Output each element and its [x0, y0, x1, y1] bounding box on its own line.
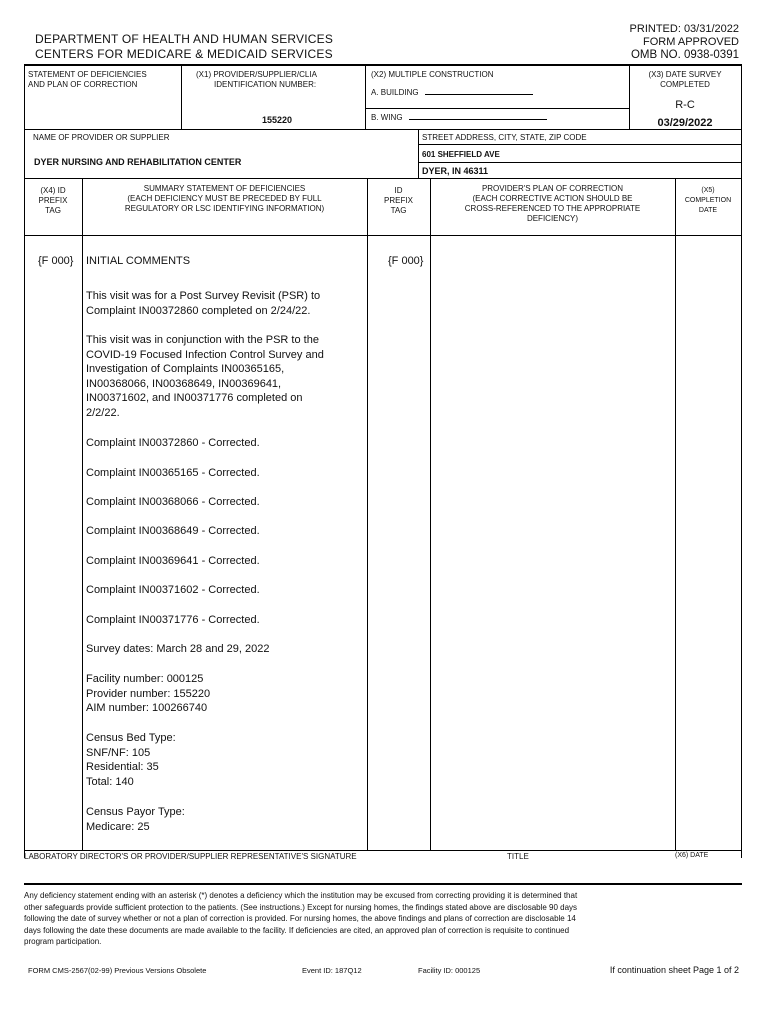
- department-name: DEPARTMENT OF HEALTH AND HUMAN SERVICES: [35, 32, 334, 46]
- page-indicator: If continuation sheet Page 1 of 2: [609, 965, 739, 975]
- building-field: A. BUILDING: [371, 88, 533, 98]
- complaint-line: Complaint IN00365165 - Corrected.: [86, 467, 260, 479]
- form-number: FORM CMS-2567(02-99) Previous Versions Obsolete: [28, 966, 207, 975]
- facility-id: Facility ID: 000125: [418, 966, 481, 975]
- right-tag: {F 000}: [388, 255, 424, 267]
- signature-label: LABORATORY DIRECTOR'S OR PROVIDER/SUPPLIER REPRESENTATIVE'S SIGNATURE: [24, 852, 357, 861]
- left-border: [24, 64, 25, 858]
- disclaimer: Any deficiency statement ending with an asterisk (*) denotes a deficiency which the institution may be excused from correcting providing it is determined that other safeguards provide sufficient protection to the patients. (See instructions.) Except for nursing homes, the findings stated above are disclosable 90 days following the date of survey whether or not a plan of correction is provided. For nursing homes, the above findings and plans of correction are disclosable 14 days following the date these documents are made available to the facility. If deficiencies are cited, an approved plan of correction is requisite to continued program participation.: [24, 891, 578, 946]
- plan-header: PROVIDER'S PLAN OF CORRECTION (EACH CORRECTIVE ACTION SHOULD BE CROSS-REFERENCED TO THE APPROPRIATE DEFICIENCY): [464, 184, 641, 223]
- address-street: 601 SHEFFIELD AVE: [422, 150, 500, 159]
- agency-name: CENTERS FOR MEDICARE & MEDICAID SERVICES: [35, 47, 333, 61]
- top-border: [24, 64, 742, 66]
- entry-title: INITIAL COMMENTS: [86, 255, 191, 267]
- left-tag: {F 000}: [38, 255, 74, 267]
- survey-dates: Survey dates: March 28 and 29, 2022: [86, 643, 270, 655]
- census-bed-type: Census Bed Type: SNF/NF: 105 Residential: 35 Total: 140: [86, 732, 176, 788]
- complaint-line: Complaint IN00371776 - Corrected.: [86, 614, 260, 626]
- paragraph-psr: This visit was for a Post Survey Revisit (PSR) to Complaint IN00372860 completed on 2/24/22.: [86, 290, 321, 317]
- provider-name: DYER NURSING AND REHABILITATION CENTER: [34, 157, 242, 167]
- facility-numbers: Facility number: 000125 Provider number: 155220 AIM number: 100266740: [86, 673, 211, 715]
- complaint-line: Complaint IN00371602 - Corrected.: [86, 584, 260, 596]
- address-city: DYER, IN 46311: [422, 166, 489, 176]
- omb-number: OMB NO. 0938-0391: [630, 49, 739, 61]
- survey-completed-date: 03/29/2022: [657, 117, 713, 129]
- x1-label: (X1) PROVIDER/SUPPLIER/CLIA IDENTIFICATION NUMBER:: [196, 70, 317, 89]
- wing-field: B. WING: [371, 113, 547, 123]
- form-status-header: [630, 23, 739, 62]
- title-label: TITLE: [507, 852, 529, 861]
- complaint-line: Complaint IN00372860 - Corrected.: [86, 437, 260, 449]
- x4-header: (X4) ID PREFIX TAG: [38, 186, 68, 215]
- x2-label: (X2) MULTIPLE CONSTRUCTION: [371, 70, 494, 79]
- survey-rc: R-C: [675, 99, 695, 111]
- x3-label: (X3) DATE SURVEY COMPLETED: [648, 70, 722, 89]
- provider-id-number: 155220: [262, 115, 293, 125]
- right-border: [741, 64, 742, 858]
- summary-header: SUMMARY STATEMENT OF DEFICIENCIES (EACH DEFICIENCY MUST BE PRECEDED BY FULL REGULATORY OR LSC IDENTIFYING INFORMATION): [124, 184, 325, 213]
- census-payor-type: Census Payor Type: Medicare: 25: [86, 806, 185, 833]
- address-label: STREET ADDRESS, CITY, STATE, ZIP CODE: [422, 133, 587, 142]
- department-header: [35, 32, 333, 62]
- statement-label: STATEMENT OF DEFICIENCIES AND PLAN OF CORRECTION: [28, 70, 147, 89]
- complaint-line: Complaint IN00369641 - Corrected.: [86, 555, 260, 567]
- complaint-line: Complaint IN00368649 - Corrected.: [86, 525, 260, 537]
- event-id: Event ID: 187Q12: [302, 966, 362, 975]
- paragraph-conjunction: This visit was in conjunction with the PSR to the COVID-19 Focused Infection Control Survey and Investigation of Complaints IN00365165, IN00368066, IN00368649, IN00369641, IN00371602, and IN00371776 completed on 2/2/22.: [86, 334, 324, 419]
- x6-date-label: (X6) DATE: [675, 852, 709, 859]
- form-approved: FORM APPROVED: [643, 36, 739, 48]
- id-prefix-header: ID PREFIX TAG: [384, 186, 413, 215]
- complaint-line: Complaint IN00368066 - Corrected.: [86, 496, 260, 508]
- printed-date: PRINTED: 03/31/2022: [629, 23, 739, 35]
- provider-name-label: NAME OF PROVIDER OR SUPPLIER: [33, 133, 170, 142]
- x5-header: (X5) COMPLETION DATE: [684, 187, 732, 214]
